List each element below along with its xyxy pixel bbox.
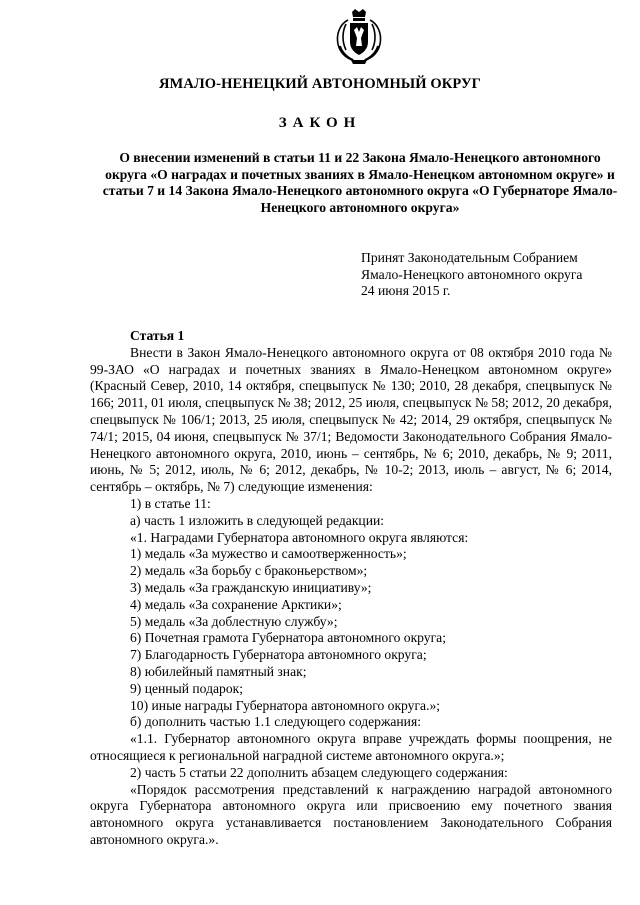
award-item: 7) Благодарность Губернатора автономного округа; (130, 647, 427, 663)
part-1-1-text: «1.1. Губернатор автономного округа вправе учреждать формы поощрения, не относящиеся к региональной наградной системе автономного округа.»; (90, 731, 612, 763)
article-body (90, 328, 612, 849)
award-item: 9) ценный подарок; (130, 680, 243, 696)
award-item: 6) Почетная грамота Губернатора автономного округа; (130, 630, 446, 646)
procedure-paragraph: «Порядок рассмотрения представлений к награждению наградой автономного округа Губернатора автономного округа или присвоению ему почетного звания автономного округа устанавливается постановлением Законодательного Собрания автономного округа.». (90, 781, 612, 847)
document-type-heading: ЗАКОН (278, 115, 362, 131)
award-item: 5) медаль «За доблестную службу»; (130, 613, 338, 629)
article-intro-paragraph: Внести в Закон Ямало-Ненецкого автономного округа от 08 октября 2010 года № 99-ЗАО «О наградах и почетных званиях в Ямало-Ненецком автономном округе» (Красный Север, 2010, 14 октября, спецвыпуск № 130; 2010, 28 декабря, спецвыпуск № 166; 2011, 01 июля, спецвыпуск № 38; 2012, 25 июля, спецвыпуск № 58; 2012, 20 декабря, спецвыпуск № 106/1; 2013, 25 июля, спецвыпуск № 42; 2014, 29 октября, спецвыпуск № 74/1; 2015, 04 июня, спецвыпуск № 37/1; Ведомости Законодательного Собрания Ямало-Ненецкого автономного округа, 2010, июнь – сентябрь, № 6; 2010, декабрь, № 9; 2011, июнь, № 5; 2012, июль, № 6; 2012, декабрь, № 10-2; 2013, июль – август, № 6; 2014, сентябрь – октябрь, № 7) следующие изменения: (90, 344, 612, 495)
adoption-note (361, 250, 582, 300)
award-item: 1) медаль «За мужество и самоотверженность»; (130, 546, 407, 562)
award-item: 4) медаль «За сохранение Арктики»; (130, 596, 342, 612)
adoption-line-2: Ямало-Ненецкого автономного округа (361, 266, 583, 282)
coat-of-arms-emblem (330, 6, 388, 66)
article-heading: Статья 1 (130, 328, 185, 343)
adoption-date: 24 июня 2015 г. (361, 283, 451, 298)
item-1: 1) в статье 11: (130, 495, 211, 511)
adoption-line-1: Принят Законодательным Собранием (361, 250, 578, 265)
item-1a: а) часть 1 изложить в следующей редакции: (130, 512, 385, 528)
award-item: 3) медаль «За гражданскую инициативу»; (130, 579, 372, 595)
law-title: О внесении изменений в статьи 11 и 22 Закона Ямало-Ненецкого автономного округа «О наградах и почетных званиях в Ямало-Ненецком автономном округе» и статьи 7 и 14 Закона Ямало-Ненецкого автономного округа «О Губернаторе Ямало-Ненецкого автономного округа» (102, 150, 618, 215)
item-1b: б) дополнить частью 1.1 следующего содержания: (130, 714, 421, 730)
award-item: 8) юбилейный памятный знак; (130, 663, 307, 679)
award-item: 10) иные награды Губернатора автономного округа.»; (130, 697, 441, 713)
quote-intro: «1. Наградами Губернатора автономного округа являются: (130, 529, 469, 545)
item-2: 2) часть 5 статьи 22 дополнить абзацем следующего содержания: (130, 764, 508, 780)
award-item: 2) медаль «За борьбу с браконьерством»; (130, 563, 368, 579)
region-name: ЯМАЛО-НЕНЕЦКИЙ АВТОНОМНЫЙ ОКРУГ (158, 76, 482, 92)
